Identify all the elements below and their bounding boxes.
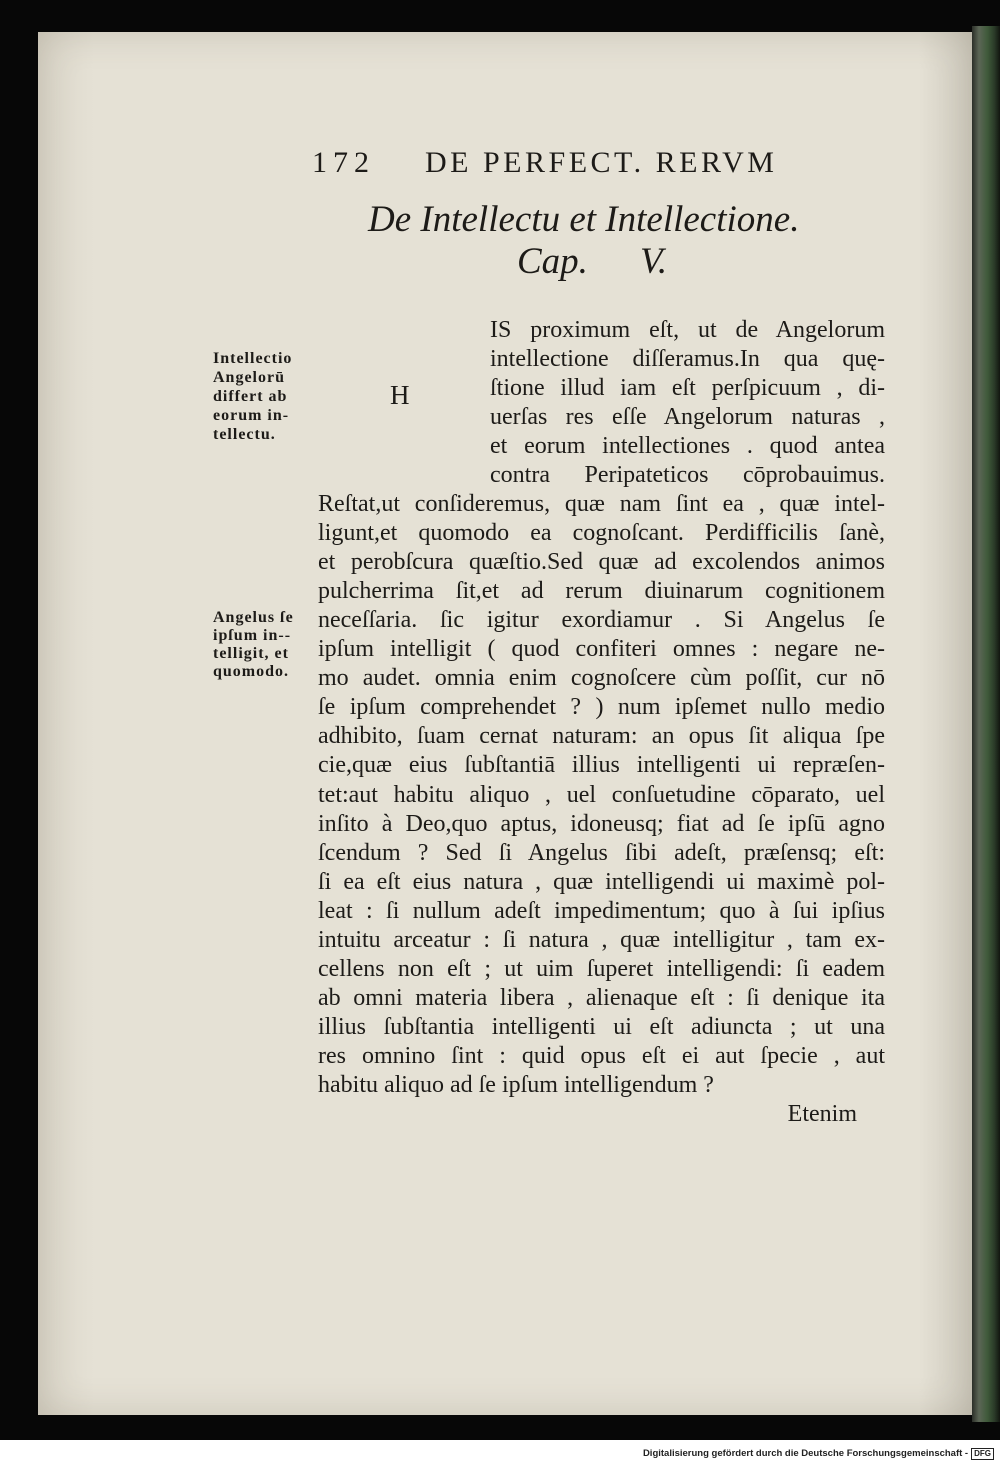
chapter-label: Cap. (517, 241, 588, 282)
margin-note-line: Angelorū (213, 369, 285, 386)
dfg-logo: DFG (971, 1448, 994, 1460)
chapter-title: De Intellectu et Intellectione. (368, 199, 800, 240)
text-line: ſcendum ? Sed ſi Angelus ſibi adeſt, præſensq; eſt: (318, 839, 885, 866)
margin-note (213, 609, 294, 681)
text-line: adhibito, ſuam cernat naturam: an opus ſit aliqua ſpe (318, 723, 885, 750)
margin-note-line: Intellectio (213, 350, 293, 367)
running-head-title: DE PERFECT. RERVM (425, 146, 778, 179)
text-line: ſe ipſum comprehendet ? ) num ipſemet nullo medio (318, 694, 885, 721)
text-line: ipſum intelligit ( quod confiteri omnes : negare ne- (318, 636, 885, 663)
text-line: contra Peripateticos cōprobauimus. (490, 462, 885, 489)
footer-bar (0, 1440, 1000, 1467)
text-line: mo audet. omnia enim cognoſcere cùm poſſit, cur nō (318, 665, 885, 692)
text-line: illius ſubſtantia intelligenti ui eſt adiuncta ; ut una (318, 1013, 885, 1040)
text-line: ab omni materia libera , alienaque eſt : ſi denique ita (318, 984, 885, 1011)
text-line: et perobſcura quæſtio.Sed quæ ad excolendos animos (318, 549, 885, 576)
text-line: ligunt,et quomodo ea cognoſcant. Perdifficilis ſanè, (318, 520, 885, 547)
text-line: neceſſaria. ſic igitur exordiamur . Si Angelus ſe (318, 607, 885, 634)
margin-note-line: telligit, et (213, 645, 289, 662)
text-line: Reſtat,ut conſideremus, quæ nam ſint ea , quæ intel- (318, 491, 885, 518)
funding-text: Digitalisierung gefördert durch die Deutsche Forschungsgemeinschaft - (642, 1448, 969, 1459)
margin-note-line: eorum in- (213, 407, 290, 424)
body-text (318, 316, 885, 1129)
chapter-number: V. (640, 241, 668, 282)
margin-note (213, 349, 292, 444)
text-line: IS proximum eſt, ut de Angelorum (490, 317, 885, 343)
text-line: pulcherrima ſit,et ad rerum diuinarum cognitionem (318, 578, 885, 605)
text-line: ſtione illud iam eſt perſpicuum , di- (490, 375, 885, 402)
page-number: 172 (312, 146, 375, 179)
text-line: ſi ea eſt eius natura , quæ intelligendi ui maximè pol- (318, 868, 885, 895)
text-line: res omnino ſint : quid opus eſt ei aut ſpecie , aut (318, 1042, 885, 1069)
text-line: leat : ſi nullum adeſt impedimentum; quo à ſui ipſius (318, 897, 885, 924)
drop-cap: H (390, 380, 410, 410)
margin-note-line: quomodo. (213, 663, 290, 680)
margin-note-line: ipſum in-- (213, 627, 292, 644)
text-line: intellectione diſſeramus.In qua quę- (490, 346, 885, 373)
text-line: intuitu arceatur : ſi natura , quæ intelligitur , tam ex- (318, 926, 885, 953)
text-line: et eorum intellectiones . quod antea (490, 433, 885, 460)
text-line: tet:aut habitu aliquo , uel conſuetudine cōparato, uel (318, 781, 885, 808)
text-line: cellens non eſt ; ut uim ſuperet intelligendi: ſi eadem (318, 955, 885, 982)
text-line: habitu aliquo ad ſe ipſum intelligendum ? (318, 1071, 714, 1098)
margin-note-line: differt ab (213, 388, 288, 405)
text-line: cie,quæ eius ſubſtantiā illius intelligenti ui repræſen- (318, 752, 885, 779)
margin-note-line: Angelus ſe (213, 609, 294, 626)
book-edge (972, 26, 1000, 1422)
catchword: Etenim (787, 1100, 857, 1127)
margin-note-line: tellectu. (213, 426, 276, 443)
text-line: inſito à Deo,quo aptus, idoneusq; fiat ad ſe ipſū agno (318, 810, 885, 837)
text-line: uerſas res eſſe Angelorum naturas , (490, 404, 885, 431)
